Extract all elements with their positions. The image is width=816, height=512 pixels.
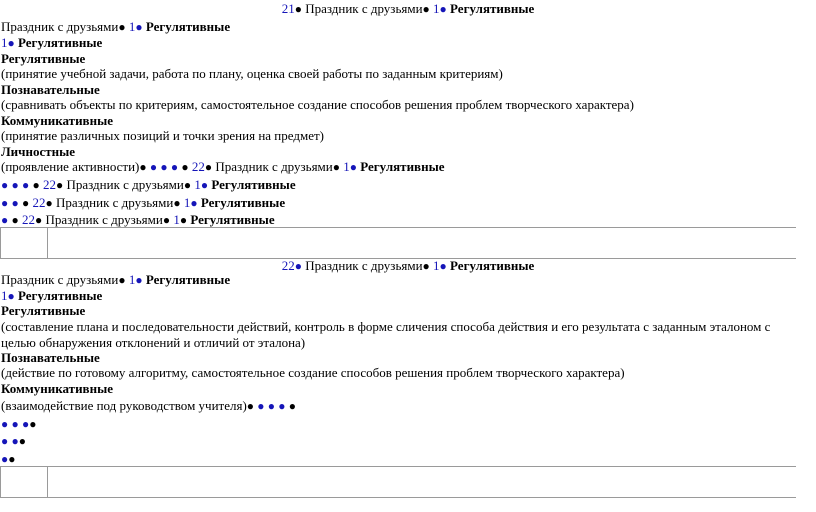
bullet-icon: ●	[56, 178, 64, 192]
kom-title-text: Коммуникативные	[1, 113, 113, 128]
bullet-icon: ●	[149, 160, 158, 174]
bullet-icon: ●	[1, 196, 9, 210]
poz-description: (сравнивать объекты по критериям, самостоятельное создание способов решения проблем творческого характера)	[1, 97, 634, 112]
bullet-icon: ●	[179, 213, 188, 227]
bullet-icon: ●	[332, 160, 340, 174]
bullet-icon: ●	[18, 434, 26, 448]
bullet-icon: ●	[135, 20, 143, 34]
section1-line	[1, 35, 102, 52]
bullet-icon: ●	[294, 2, 302, 16]
category-label: Регулятивные	[18, 35, 103, 50]
poz-title-text: Познавательные	[1, 82, 100, 97]
lesson-title: Праздник с друзьями	[1, 272, 119, 287]
item-number: 1	[128, 19, 136, 34]
item-number: 22	[32, 195, 46, 210]
category-label: Регулятивные	[450, 1, 535, 16]
category-label: Регулятивные	[190, 212, 275, 227]
bullet-icon: ●	[200, 178, 209, 192]
lesson-title: Праздник с друзьями	[56, 195, 174, 210]
bullet-icon: ●	[439, 259, 447, 273]
bullet-icon: ●	[190, 196, 198, 210]
bullet-icon: ●	[118, 273, 126, 287]
kom-title-text: Коммуникативные	[1, 381, 113, 396]
item-number: 1	[183, 195, 191, 210]
bullet-line	[1, 416, 37, 433]
bullet-icon: ●	[22, 417, 30, 431]
bullet-icon: ●	[422, 259, 430, 273]
reg-title-text: Регулятивные	[1, 51, 86, 66]
bullet-icon: ●	[183, 178, 192, 192]
item-number: 22	[22, 212, 35, 227]
bullet-icon: ●	[246, 399, 255, 413]
bullet-icon: ●	[11, 417, 19, 431]
kom-description: (принятие различных позиций и точки зрения на предмет)	[1, 128, 324, 143]
category-label: Регулятивные	[145, 272, 231, 287]
bullet-icon: ●	[22, 178, 30, 192]
item-number: 1	[343, 159, 350, 174]
bullet-icon: ●	[267, 399, 276, 413]
bullet-icon: ●	[170, 160, 179, 174]
bullet-icon: ●	[11, 434, 19, 448]
bullet-icon: ●	[1, 213, 9, 227]
bullet-icon: ●	[288, 399, 297, 413]
bullet-icon: ●	[118, 20, 126, 34]
kom-title	[1, 381, 113, 397]
section1-header	[0, 1, 816, 18]
kom-title	[1, 113, 113, 129]
bullet-line	[1, 177, 296, 194]
category-label: Регулятивные	[211, 177, 296, 192]
bullet-icon: ●	[8, 452, 16, 466]
slide-number: 22	[281, 258, 295, 273]
bullet-icon: ●	[181, 160, 189, 174]
category-label: Регулятивные	[450, 258, 535, 273]
section1-line	[1, 19, 230, 36]
item-number: 22	[191, 159, 205, 174]
bullet-icon: ●	[278, 399, 286, 413]
bullet-icon: ●	[135, 273, 143, 287]
reg-title	[1, 303, 85, 319]
poz-title	[1, 350, 100, 366]
table-row	[0, 227, 796, 259]
item-number: 1	[128, 272, 136, 287]
item-number: 1	[1, 288, 8, 303]
item-number: 1	[194, 177, 201, 192]
bullet-icon: ●	[204, 160, 213, 174]
bullet-icon: ●	[7, 289, 15, 303]
table-row	[0, 466, 796, 498]
bullet-icon: ●	[29, 417, 37, 431]
item-number: 1	[1, 35, 8, 50]
lesson-title: Праздник с друзьями	[305, 258, 423, 273]
bullet-icon: ●	[139, 160, 147, 174]
category-label: Регулятивные	[145, 19, 231, 34]
poz-title	[1, 82, 100, 98]
item-number: 1	[433, 1, 440, 16]
bullet-icon: ●	[1, 178, 9, 192]
bullet-icon: ●	[1, 452, 9, 466]
lesson-title: Праздник с друзьями	[66, 177, 184, 192]
reg-description: (составление плана и последовательности действий, контроль в форме сличения способа действия и его результата с заданным эталоном с целью обнаружения отклонений и отличий от эталона)	[1, 319, 771, 350]
category-label: Регулятивные	[200, 195, 286, 210]
bullet-icon: ●	[160, 160, 168, 174]
item-number: 22	[43, 177, 56, 192]
poz-description: (действие по готовому алгоритму, самостоятельное создание способов решения проблем творческого характера)	[1, 365, 625, 380]
bullet-icon: ●	[294, 259, 302, 273]
lich-title	[1, 144, 75, 160]
lesson-title: Праздник с друзьями	[45, 212, 163, 227]
bullet-icon: ●	[35, 213, 43, 227]
bullet-icon: ●	[422, 2, 430, 16]
table-cell	[0, 467, 48, 497]
bullet-icon: ●	[11, 178, 19, 192]
bullet-icon: ●	[45, 196, 53, 210]
bullet-icon: ●	[22, 196, 30, 210]
section2-line	[1, 272, 230, 289]
bullet-icon: ●	[7, 36, 15, 50]
category-label: Регулятивные	[18, 288, 103, 303]
poz-title-text: Познавательные	[1, 350, 100, 365]
reg-description: (принятие учебной задачи, работа по плану, оценка своей работы по заданным критериям)	[1, 66, 503, 81]
bullet-icon: ●	[11, 213, 19, 227]
table-cell	[0, 228, 48, 258]
item-number: 1	[173, 212, 180, 227]
kom-description: (взаимодействие под руководством учителя)	[1, 398, 247, 413]
lich-title-text: Личностные	[1, 144, 76, 159]
bullet-line	[1, 195, 285, 212]
bullet-icon: ●	[1, 434, 9, 448]
reg-title	[1, 51, 85, 67]
lesson-title: Праздник с друзьями	[1, 19, 119, 34]
bullet-icon: ●	[11, 196, 19, 210]
slide-number: 21	[281, 1, 295, 16]
lich-line	[1, 159, 445, 176]
bullet-icon: ●	[162, 213, 171, 227]
bullet-line	[1, 433, 26, 450]
bullet-icon: ●	[32, 178, 40, 192]
kom-line	[1, 398, 296, 415]
lich-description: (проявление активности)	[1, 159, 140, 174]
bullet-icon: ●	[349, 160, 357, 174]
reg-title-text: Регулятивные	[1, 303, 86, 318]
bullet-icon: ●	[173, 196, 181, 210]
bullet-icon: ●	[257, 399, 265, 413]
category-label: Регулятивные	[360, 159, 445, 174]
item-number: 1	[433, 258, 440, 273]
lesson-title: Праздник с друзьями	[305, 1, 423, 16]
bullet-icon: ●	[1, 417, 9, 431]
bullet-icon: ●	[439, 2, 447, 16]
lesson-title: Праздник с друзьями	[215, 159, 333, 174]
